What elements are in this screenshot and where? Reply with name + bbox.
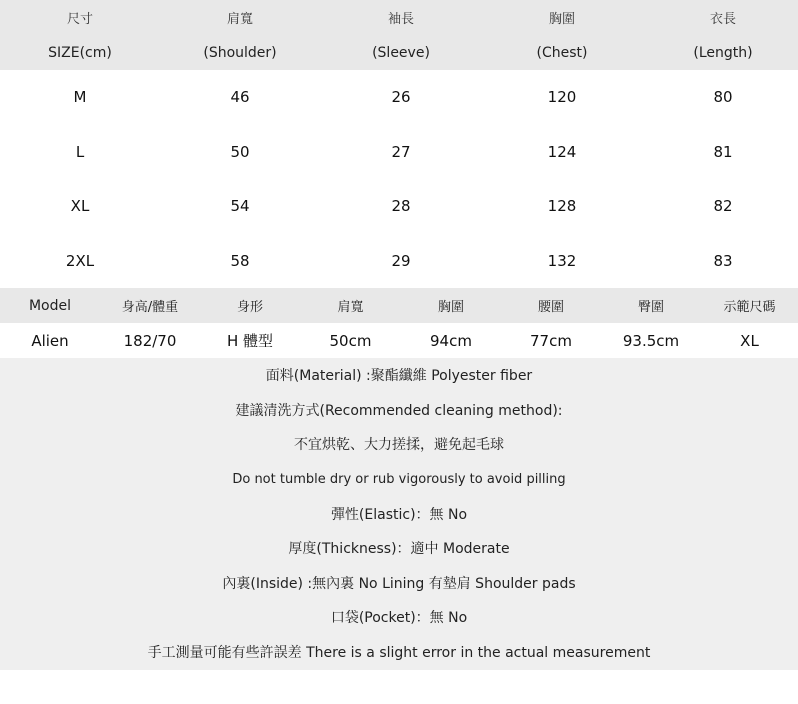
model-table-header bbox=[0, 288, 798, 323]
length-cell: 82 bbox=[713, 197, 733, 216]
pocket-line: 口袋(Pocket)：無 No bbox=[330, 610, 468, 627]
length-cell: 81 bbox=[713, 142, 733, 161]
header-chest-cn: 胸圍 bbox=[548, 12, 575, 27]
sleeve-cell: 27 bbox=[391, 142, 411, 161]
sleeve-cell: 28 bbox=[391, 197, 411, 216]
inside-lining-line: 內裏(Inside) :無內裏 No Lining 有墊肩 Shoulder pads bbox=[222, 575, 576, 592]
table-row bbox=[0, 234, 798, 289]
header-height-weight: 身高/體重 bbox=[121, 300, 179, 315]
header-waist: 腰圍 bbox=[537, 300, 564, 315]
header-shoulder: 肩寬 bbox=[337, 300, 364, 315]
model-sample-size: XL bbox=[740, 331, 759, 350]
care-note-en-line: Do not tumble dry or rub vigorously to avoid pilling bbox=[232, 471, 566, 487]
header-hip: 臀圍 bbox=[637, 300, 664, 315]
header-size-cn: 尺寸 bbox=[66, 12, 93, 27]
header-chest: 胸圍 bbox=[437, 300, 464, 315]
header-length-en: (Length) bbox=[693, 44, 753, 61]
size-table-header bbox=[0, 0, 798, 70]
length-cell: 83 bbox=[713, 251, 733, 270]
chest-cell: 124 bbox=[547, 142, 577, 161]
size-table-body bbox=[0, 70, 798, 288]
header-body-type: 身形 bbox=[236, 300, 263, 315]
chest-cell: 132 bbox=[547, 251, 577, 270]
length-cell: 80 bbox=[713, 88, 733, 107]
size-cell: L bbox=[75, 142, 85, 161]
size-header-row-cn bbox=[0, 0, 798, 35]
cleaning-method-line: 建議清洗方式(Recommended cleaning method): bbox=[235, 402, 563, 419]
chest-cell: 120 bbox=[547, 88, 577, 107]
shoulder-cell: 46 bbox=[230, 88, 250, 107]
header-length-cn: 衣長 bbox=[709, 12, 736, 27]
product-details bbox=[0, 358, 798, 670]
header-model: Model bbox=[28, 297, 72, 314]
model-hip: 93.5cm bbox=[622, 331, 680, 350]
chest-cell: 128 bbox=[547, 197, 577, 216]
model-chest: 94cm bbox=[430, 331, 472, 350]
table-row bbox=[0, 179, 798, 234]
header-sleeve-cn: 袖長 bbox=[387, 12, 414, 27]
shoulder-cell: 54 bbox=[230, 197, 250, 216]
table-row bbox=[0, 70, 798, 125]
model-body-type: H 體型 bbox=[226, 332, 274, 350]
sleeve-cell: 29 bbox=[391, 251, 411, 270]
model-table-row bbox=[0, 323, 798, 358]
size-cell: 2XL bbox=[65, 251, 95, 270]
elastic-line: 彈性(Elastic)：無 No bbox=[330, 506, 468, 523]
thickness-line: 厚度(Thickness)：適中 Moderate bbox=[288, 541, 510, 558]
model-shoulder: 50cm bbox=[329, 331, 372, 350]
model-height-weight: 182/70 bbox=[123, 331, 177, 350]
shoulder-cell: 58 bbox=[230, 251, 250, 270]
size-header-row-en bbox=[0, 35, 798, 70]
size-cell: M bbox=[73, 88, 87, 107]
shoulder-cell: 50 bbox=[230, 142, 250, 161]
model-waist: 77cm bbox=[530, 331, 572, 350]
material-line: 面料(Material) :聚酯纖維 Polyester fiber bbox=[265, 368, 533, 385]
size-cell: XL bbox=[70, 197, 90, 216]
measurement-error-note: 手工測量可能有些許誤差 There is a slight error in the actual measurement bbox=[147, 645, 651, 662]
header-shoulder-en: (Shoulder) bbox=[203, 44, 277, 61]
header-shoulder-cn: 肩寬 bbox=[226, 12, 253, 27]
header-size-en: SIZE(cm) bbox=[48, 44, 112, 61]
care-note-cn-line: 不宜烘乾、大力搓揉，避免起毛球 bbox=[294, 437, 504, 454]
table-row bbox=[0, 125, 798, 180]
sleeve-cell: 26 bbox=[391, 88, 411, 107]
header-sample-size: 示範尺碼 bbox=[723, 300, 776, 315]
model-name: Alien bbox=[31, 331, 69, 350]
header-sleeve-en: (Sleeve) bbox=[372, 44, 430, 61]
header-chest-en: (Chest) bbox=[536, 44, 588, 61]
